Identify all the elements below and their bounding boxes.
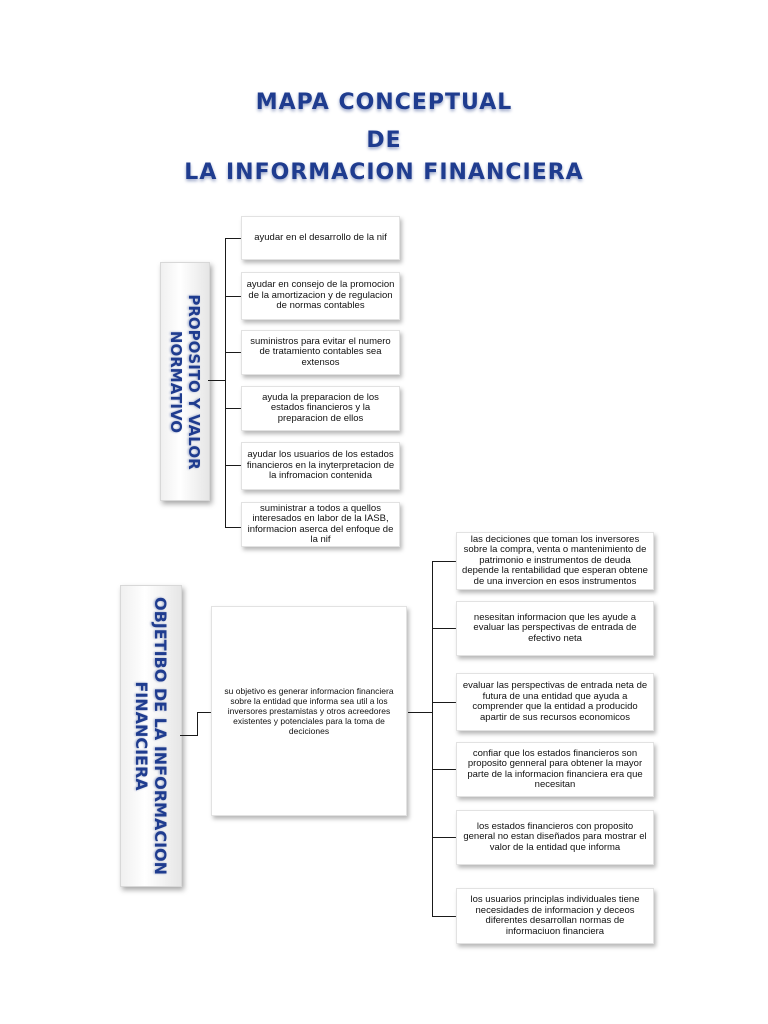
objective-item-2: nesesitan informacion que les ayude a evaluar las perspectivas de entrada de efectivo neta [456, 601, 654, 656]
section1-label [167, 272, 203, 492]
connector [432, 628, 456, 629]
objective-item-4: confiar que los estados financieros son proposito genneral para obtener la mayor parte de la informacion financiera era que necesitan [456, 742, 654, 797]
connector [180, 735, 198, 736]
connector [432, 702, 456, 703]
connector [225, 238, 241, 239]
purpose-item-2: ayudar en consejo de la promocion de la amortizacion y de regulacion de normas contables [241, 272, 400, 320]
connector [208, 380, 226, 381]
section2-label [132, 596, 170, 876]
connector [225, 408, 241, 409]
objective-item-1: las deciciones que toman los inversores sobre la compra, venta o mantenimiento de patrimonio e instrumentos de deuda depende la rentabilidad que esperan obtene de una invercion en esos instrumentos [456, 532, 654, 590]
connector [408, 712, 433, 713]
objective-item-5: los estados financieros con proposito general no estan diseñados para mostrar el valor de la entidad que informa [456, 810, 654, 865]
title-line-1: MAPA CONCEPTUAL [255, 90, 513, 115]
connector [432, 837, 456, 838]
purpose-item-3: suministros para evitar el numero de tratamiento contables sea extensos [241, 330, 400, 375]
connector [432, 916, 456, 917]
connector [432, 769, 456, 770]
connector [432, 561, 456, 562]
purpose-item-4: ayuda la preparacion de los estados financieros y la preparacion de ellos [241, 386, 400, 431]
purpose-item-1: ayudar en el desarrollo de la nif [241, 216, 400, 260]
connector [225, 352, 241, 353]
objective-item-6: los usuarios principlas individuales tiene necesidades de informacion y deceos diferentes desarrollan normas de informaciuon financiera [456, 888, 654, 944]
connector [225, 296, 241, 297]
objective-center-box: su objetivo es generar informacion financiera sobre la entidad que informa sea util a los inversores prestamistas y otros acreedores existentes y potenciales para la toma de deciciones [211, 606, 407, 816]
connector [197, 712, 198, 736]
connector [225, 527, 241, 528]
title-line-3: LA INFORMACION FINANCIERA [184, 160, 584, 185]
section2-label-text: OBJETIBO DE LA INFORMACION FINANCIERA [132, 596, 170, 876]
section1-label-box [160, 262, 210, 501]
purpose-item-6: suministrar a todos a quellos interesados en labor de la IASB, informacion aserca del enfoque de la nif [241, 502, 400, 547]
purpose-item-5: ayudar los usuarios de los estados financieros en la inyterpretacion de la infromacion contenida [241, 442, 400, 490]
connector [225, 465, 241, 466]
connector [197, 712, 211, 713]
objective-item-3: evaluar las perspectivas de entrada neta de futura de una entidad que ayuda a comprender que la entidad a producido apartir de sus recursos economicos [456, 673, 654, 731]
title-line-2: DE [366, 128, 402, 153]
section2-label-box [120, 585, 182, 887]
connector [432, 561, 433, 917]
section1-label-text: PROPOSITO Y VALOR NORMATIVO [167, 293, 203, 470]
connector [225, 238, 226, 528]
